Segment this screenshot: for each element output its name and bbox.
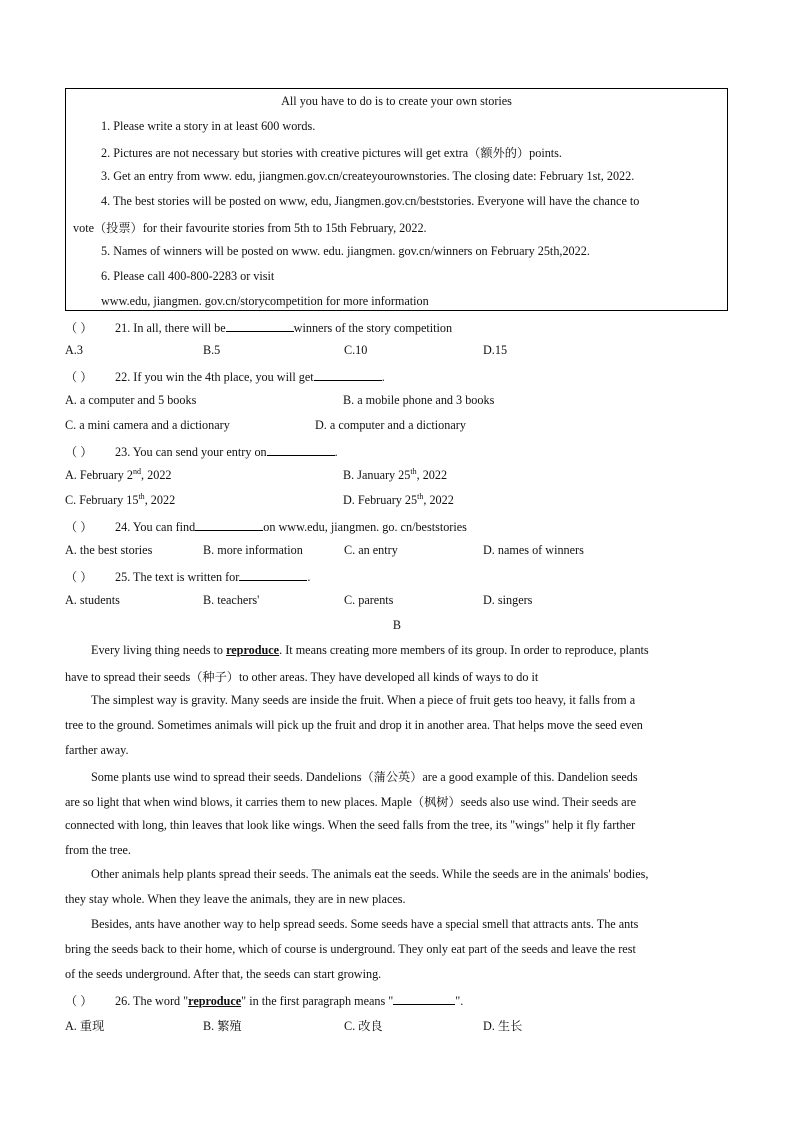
question-stem: 21. In all, there will be	[115, 321, 226, 335]
question-21	[65, 319, 452, 336]
question-24	[65, 518, 467, 535]
option-24-a[interactable]: A. the best stories	[65, 543, 153, 557]
option-date: A. February 2	[65, 468, 134, 482]
passage-line: connected with long, thin leaves that look like wings. When the seed falls from the tree, its "wings" help it fly farther	[65, 818, 636, 832]
passage-line: bring the seeds back to their home, which of course is underground. They only eat part of the seeds and leave the rest	[65, 942, 636, 956]
section-b-heading: B	[392, 618, 402, 632]
answer-blank	[393, 993, 455, 1005]
paragraph-text: Every living thing needs to	[91, 643, 227, 657]
question-stem: 22. If you win the 4th place, you will get	[115, 370, 314, 384]
answer-bracket[interactable]: （ ）	[65, 321, 93, 335]
option-23-d[interactable]	[343, 493, 454, 508]
answer-blank	[267, 444, 335, 456]
notice-rule-6-cont: www.edu, jiangmen. gov.cn/storycompetition for more information	[101, 294, 429, 308]
passage-paragraph-4: Other animals help plants spread their seeds. The animals eat the seeds. While the seeds are in the animals' bodies,	[91, 867, 649, 881]
option-26-a[interactable]: A. 重现	[65, 1019, 105, 1033]
notice-rule-5: 5. Names of winners will be posted on www. edu. jiangmen. gov.cn/winners on February 25th,2022.	[101, 244, 590, 258]
option-25-a[interactable]: A. students	[65, 593, 120, 607]
option-25-d[interactable]: D. singers	[483, 593, 533, 607]
option-23-a[interactable]	[65, 468, 172, 483]
question-stem: 26. The word "	[115, 994, 189, 1008]
passage-line: tree to the ground. Sometimes animals will pick up the fruit and drop it in another area. That helps move the seed even	[65, 718, 643, 732]
answer-bracket[interactable]: （ ）	[65, 570, 93, 584]
option-22-c[interactable]: C. a mini camera and a dictionary	[65, 418, 230, 432]
option-25-c[interactable]: C. parents	[344, 593, 394, 607]
ordinal-suffix: th	[138, 491, 145, 501]
question-stem-end: .	[381, 370, 385, 384]
answer-blank	[239, 569, 307, 581]
question-26	[65, 992, 463, 1009]
passage-paragraph-5: Besides, ants have another way to help spread seeds. Some seeds have a special smell that attracts ants. The ants	[91, 917, 639, 931]
option-23-b[interactable]	[343, 468, 447, 483]
question-stem-end: winners of the story competition	[293, 321, 453, 335]
option-21-c[interactable]: C.10	[344, 343, 368, 357]
passage-line: have to spread their seeds（种子）to other areas. They have developed all kinds of ways to do it	[65, 670, 539, 684]
paragraph-text: . It means creating more members of its group. In order to reproduce, plants	[279, 643, 649, 657]
answer-bracket[interactable]: （ ）	[65, 520, 93, 534]
competition-notice-box	[65, 88, 728, 311]
question-stem: 23. You can send your entry on	[115, 445, 267, 459]
option-24-b[interactable]: B. more information	[203, 543, 303, 557]
passage-paragraph-2: The simplest way is gravity. Many seeds are inside the fruit. When a piece of fruit gets too heavy, it falls from a	[91, 693, 636, 707]
notice-rule-4-cont: vote（投票）for their favourite stories from 5th to 15th February, 2022.	[73, 221, 427, 235]
option-date: C. February 15	[65, 493, 139, 507]
question-stem-end: ".	[455, 994, 464, 1008]
option-year: , 2022	[141, 468, 172, 482]
option-26-c[interactable]: C. 改良	[344, 1019, 383, 1033]
question-stem-end: on www.edu, jiangmen. go. cn/beststories	[263, 520, 467, 534]
passage-line: of the seeds underground. After that, the seeds can start growing.	[65, 967, 382, 981]
question-23	[65, 443, 338, 460]
answer-blank	[226, 320, 294, 332]
option-24-d[interactable]: D. names of winners	[483, 543, 584, 557]
option-22-d[interactable]: D. a computer and a dictionary	[315, 418, 466, 432]
answer-bracket[interactable]: （ ）	[65, 994, 93, 1008]
option-date: B. January 25	[343, 468, 411, 482]
notice-rule-2: 2. Pictures are not necessary but stories with creative pictures will get extra（额外的）points.	[101, 146, 562, 160]
question-25	[65, 568, 310, 585]
option-22-b[interactable]: B. a mobile phone and 3 books	[343, 393, 495, 407]
answer-blank	[195, 519, 263, 531]
passage-line: from the tree.	[65, 843, 131, 857]
option-year: , 2022	[144, 493, 176, 507]
notice-title: All you have to do is to create your own stories	[281, 94, 512, 108]
ordinal-suffix: th	[410, 466, 417, 476]
question-stem-end: .	[307, 570, 311, 584]
question-stem-mid: " in the first paragraph means "	[241, 994, 394, 1008]
option-year: , 2022	[423, 493, 454, 507]
option-21-d[interactable]: D.15	[483, 343, 508, 357]
option-22-a[interactable]: A. a computer and 5 books	[65, 393, 197, 407]
question-22	[65, 368, 385, 385]
answer-blank	[314, 369, 382, 381]
option-year: , 2022	[416, 468, 448, 482]
option-21-b[interactable]: B.5	[203, 343, 221, 357]
question-stem-end: .	[334, 445, 338, 459]
option-date: D. February 25	[343, 493, 418, 507]
option-24-c[interactable]: C. an entry	[344, 543, 398, 557]
answer-bracket[interactable]: （ ）	[65, 370, 93, 384]
question-stem: 25. The text is written for	[115, 570, 240, 584]
ordinal-suffix: nd	[133, 466, 142, 476]
option-21-a[interactable]: A.3	[65, 343, 83, 357]
option-26-b[interactable]: B. 繁殖	[203, 1019, 242, 1033]
notice-rule-6: 6. Please call 400-800-2283 or visit	[101, 269, 275, 283]
passage-line: they stay whole. When they leave the animals, they are in new places.	[65, 892, 406, 906]
notice-rule-4: 4. The best stories will be posted on www, edu, Jiangmen.gov.cn/beststories. Everyone will have the chance to	[101, 194, 640, 208]
notice-rule-3: 3. Get an entry from www. edu, jiangmen.gov.cn/createyourownstories. The closing date: February 1st, 2022.	[101, 169, 635, 183]
passage-paragraph-1	[65, 643, 755, 658]
answer-bracket[interactable]: （ ）	[65, 445, 93, 459]
keyword-reproduce: reproduce	[188, 994, 242, 1008]
option-23-c[interactable]	[65, 493, 175, 508]
passage-line: are so light that when wind blows, it carries them to new places. Maple（枫树）seeds also use wind. Their seeds are	[65, 795, 637, 809]
passage-paragraph-3: Some plants use wind to spread their seeds. Dandelions（蒲公英）are a good example of this. Dandelion seeds	[91, 770, 638, 784]
option-25-b[interactable]: B. teachers'	[203, 593, 260, 607]
question-stem: 24. You can find	[115, 520, 196, 534]
keyword-reproduce: reproduce	[226, 643, 280, 657]
passage-line: farther away.	[65, 743, 129, 757]
option-26-d[interactable]: D. 生长	[483, 1019, 523, 1033]
ordinal-suffix: th	[417, 491, 424, 501]
notice-rule-1: 1. Please write a story in at least 600 words.	[101, 119, 316, 133]
